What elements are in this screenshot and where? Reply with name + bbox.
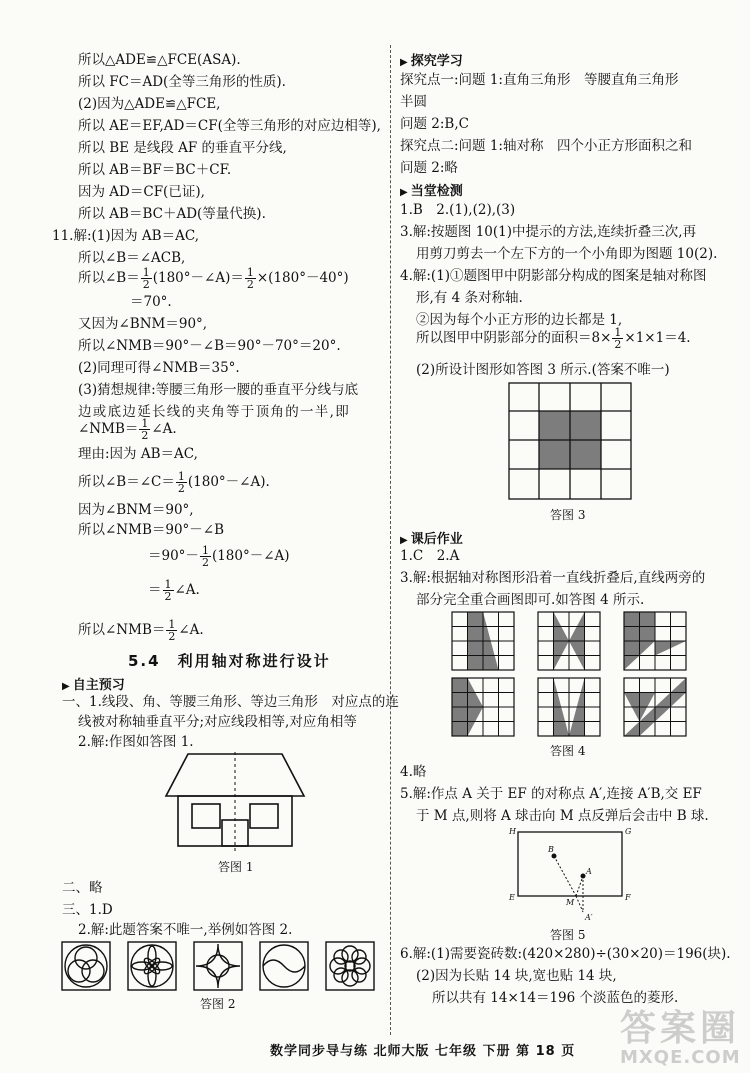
design-triquetra — [62, 942, 110, 990]
caption-fig1: 答图 1 — [218, 860, 254, 874]
watermark-logo: 答案圈 — [620, 1008, 741, 1049]
caption-fig3: 答图 3 — [550, 508, 586, 522]
text-line: 二、略 — [62, 880, 103, 896]
text-line: 因为 AD＝CF(已证), — [78, 184, 205, 200]
ball-a — [581, 874, 586, 879]
section-title: 5.4 利用轴对称进行设计 — [128, 652, 331, 670]
symmetry-designs — [60, 940, 380, 992]
triangle-bullet-icon: ▶ — [400, 187, 408, 198]
shaded-grid-figure — [508, 382, 632, 500]
label-b: B — [548, 845, 554, 854]
text-line: (2)同理可得∠NMB＝35°. — [78, 360, 240, 376]
text-line: 2.解:此题答案不唯一,举例如答图 2. — [78, 922, 293, 938]
triangle-bullet-icon: ▶ — [400, 57, 408, 68]
text-line: 于 M 点,则将 A 球击向 M 点反弹后会击中 B 球. — [416, 808, 709, 824]
label-f: F — [625, 893, 631, 902]
design-curved-star — [194, 942, 242, 990]
text-line: 三、1.D — [62, 902, 113, 918]
text-line: 所以△ADE≌△FCE(ASA). — [78, 52, 241, 68]
text-line: ②因为每个小正方形的边长都是 1, — [416, 312, 623, 328]
text-line: (2)所设计图形如答图 3 所示.(答案不唯一) — [416, 362, 670, 378]
label-a-prime: A′ — [585, 913, 593, 922]
grid-a — [452, 612, 514, 670]
house-figure — [160, 752, 310, 852]
text-line: 又因为∠BNM＝90°, — [78, 316, 208, 332]
equation-5: ＝ $\frac{1}{2}$ ∠A. — [148, 578, 200, 603]
design-yin-yang — [260, 942, 308, 990]
equation-3: 所以∠B＝∠C＝ $\frac{1}{2}$ (180°－∠A). — [78, 470, 270, 495]
grid-f — [624, 678, 686, 736]
design-rosette — [326, 942, 374, 990]
area-equation: 所以图甲中阴影部分的面积＝8× $\frac{1}{2}$ ×1×1＝4. — [416, 326, 691, 351]
grid-d — [452, 678, 514, 736]
axis-symmetric-grids — [450, 610, 690, 738]
text-line: 半圆 — [400, 94, 427, 110]
page-footer: 数学同步导与练 北师大版 七年级 下册 第 18 页 — [270, 1044, 576, 1059]
text-line: 所以 AB＝BC＋AD(等量代换). — [78, 206, 266, 222]
text-line: 部分完全重合画图即可.如答图 4 所示. — [416, 592, 645, 608]
preview-header: ▶ 自主预习 — [62, 678, 125, 693]
homework-header: ▶ 课后作业 — [400, 532, 463, 547]
billiard-figure — [504, 826, 634, 922]
check-header: ▶ 当堂检测 — [400, 184, 463, 199]
equation-1: 所以∠B＝ $\frac{1}{2}$ (180°－∠A)＝ $\frac{1}{2}$ ×(180°－40°) — [78, 266, 349, 291]
text-line: 探究点一:问题 1:直角三角形 等腰直角三角形 — [400, 72, 679, 88]
text-line: 1.C 2.A — [400, 548, 460, 564]
text-line: 形,有 4 条对称轴. — [416, 290, 523, 306]
text-line: 用剪刀剪去一个左下方的一个小角即为图题 10(2). — [416, 246, 718, 262]
label-e: E — [509, 893, 515, 902]
label-a: A — [586, 867, 592, 876]
equation-2: ∠NMB＝ $\frac{1}{2}$ ∠A. — [78, 417, 177, 442]
text-line: (2)因为长贴 14 块,宽也贴 14 块, — [416, 968, 617, 984]
text-line: 探究点二:问题 1:轴对称 四个小正方形面积之和 — [400, 138, 692, 154]
text-line: ＝70°. — [130, 294, 172, 310]
text-line: 问题 2:略 — [400, 160, 458, 176]
text-line: 所以∠NMB＝90°－∠B — [78, 522, 225, 538]
explore-header: ▶ 探究学习 — [400, 54, 463, 69]
text-line: 所以∠B＝∠ACB, — [78, 250, 186, 266]
text-line: 4.解:(1)①题图甲中阴影部分构成的图案是轴对称图 — [400, 268, 707, 284]
text-line: 1.B 2.(1),(2),(3) — [400, 202, 516, 218]
text-line: 边或底边延长线的夹角等于顶角的一半,即 — [78, 404, 350, 420]
text-line: 问题 2:B,C — [400, 116, 469, 132]
text-line: 一、1.线段、角、等腰三角形、等边三角形 对应点的连 — [62, 694, 399, 710]
design-flower — [128, 942, 176, 990]
text-line: 4.略 — [400, 764, 427, 780]
grid-c — [624, 612, 686, 670]
caption-fig2: 答图 2 — [200, 997, 236, 1011]
text-line: 所以∠NMB＝90°－∠B＝90°－70°＝20°. — [78, 338, 341, 354]
text-line: 11.解:(1)因为 AB＝AC, — [52, 228, 199, 244]
watermark — [620, 1010, 741, 1068]
text-line: (3)猜想规律:等腰三角形一腰的垂直平分线与底 — [78, 382, 359, 398]
column-divider — [390, 45, 392, 1035]
text-line: 3.解:按题图 10(1)中提示的方法,连续折叠三次,再 — [400, 224, 697, 240]
text-line: 所以 BE 是线段 AF 的垂直平分线, — [78, 140, 287, 156]
text-line: 所以 AE＝EF,AD＝CF(全等三角形的对应边相等), — [78, 118, 381, 134]
label-m: M — [566, 898, 575, 907]
label-h: H — [509, 827, 516, 836]
text-line: 理由:因为 AB＝AC, — [78, 446, 198, 462]
text-line: 2.解:作图如答图 1. — [78, 734, 194, 750]
text-line: 6.解:(1)需要瓷砖数:(420×280)÷(30×20)＝196(块). — [400, 946, 731, 962]
label-g: G — [625, 827, 632, 836]
triangle-bullet-icon: ▶ — [400, 535, 408, 546]
text-line: 所以 AB＝BF＝BC＋CF. — [78, 162, 232, 178]
caption-fig5: 答图 5 — [550, 928, 586, 942]
text-line: 5.解:作点 A 关于 EF 的对称点 A′,连接 A′B,交 EF — [400, 786, 702, 802]
grid-b — [538, 612, 600, 670]
equation-6: 所以∠NMB＝ $\frac{1}{2}$ ∠A. — [78, 618, 204, 643]
text-line: (2)因为△ADE≌△FCE, — [78, 96, 221, 112]
caption-fig4: 答图 4 — [550, 744, 586, 758]
ball-b — [552, 854, 557, 859]
text-line: 3.解:根据轴对称图形沿着一直线折叠后,直线两旁的 — [400, 570, 706, 586]
triangle-bullet-icon: ▶ — [62, 681, 70, 692]
text-line: 线被对称轴垂直平分;对应线段相等,对应角相等 — [78, 714, 357, 730]
watermark-url: MXQE.COM — [620, 1047, 741, 1068]
equation-4: ＝90°－ $\frac{1}{2}$ (180°－∠A) — [148, 544, 290, 569]
text-line: 因为∠BNM＝90°, — [78, 502, 194, 518]
text-line: 所以 FC＝AD(全等三角形的性质). — [78, 74, 286, 90]
grid-e — [538, 678, 600, 736]
text-line: 所以共有 14×14＝196 个淡蓝色的菱形. — [432, 990, 679, 1006]
